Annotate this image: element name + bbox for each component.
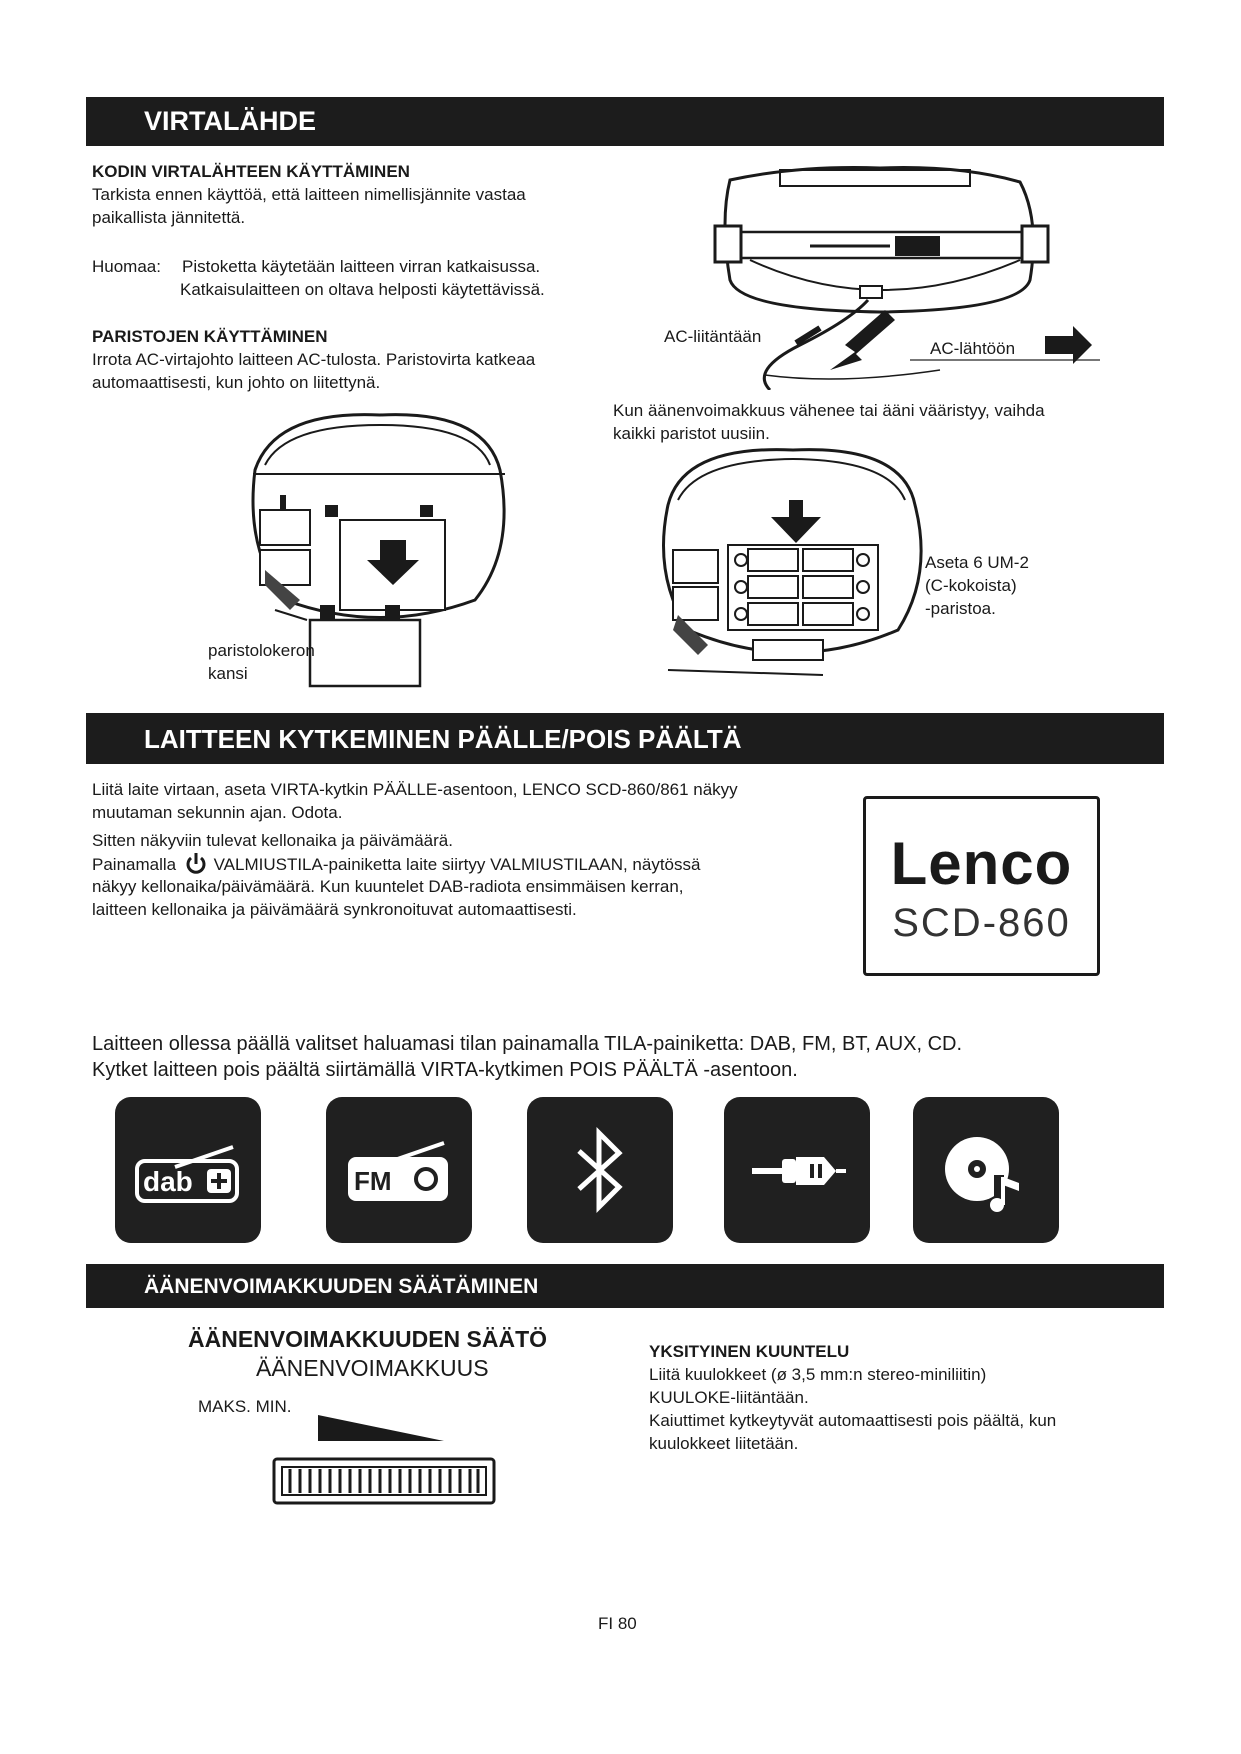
insert-label-2: (C-kokoista) — [925, 576, 1017, 595]
section-header-power-on-off — [86, 713, 1164, 764]
ac-output-label: AC-lähtöön — [930, 339, 1016, 358]
power-text-5: näkyy kellonaika/päivämäärä. Kun kuuntelet DAB-radiota ensimmäisen kerran, — [92, 877, 684, 896]
battery-text-1: Irrota AC-virtajohto laitteen AC-tulosta. Paristovirta katkeaa — [92, 350, 536, 369]
max-min-label: MAKS. MIN. — [198, 1397, 292, 1416]
mode-tile-dab — [115, 1097, 261, 1243]
private-text-1: Liitä kuulokkeet (ø 3,5 mm:n stereo-miniliitin) — [649, 1365, 987, 1384]
section-header-power — [86, 97, 1164, 146]
power-text-4 — [92, 852, 700, 876]
mode-tile-aux — [724, 1097, 870, 1243]
bluetooth-icon — [527, 1097, 673, 1243]
standby-power-icon — [183, 852, 209, 876]
note-line-2: Katkaisulaitteen on oltava helposti käytettävissä. — [180, 280, 545, 299]
section-title: LAITTEEN KYTKEMINEN PÄÄLLE/POIS PÄÄLTÄ — [144, 724, 742, 754]
ac-socket-label: AC-liitäntään — [664, 327, 762, 346]
volume-knob-icon — [272, 1457, 496, 1505]
private-text-3: Kaiuttimet kytkeytyvät automaattisesti pois päältä, kun — [649, 1411, 1057, 1430]
private-text-4: kuulokkeet liitetään. — [649, 1434, 799, 1453]
power-text-6: laitteen kellonaika ja päivämäärä synkronoituvat automaattisesti. — [92, 900, 577, 919]
dab-icon — [115, 1097, 261, 1243]
cd-music-icon — [913, 1097, 1059, 1243]
power-text-4b: VALMIUSTILA-painiketta laite siirtyy VALMIUSTILAAN, näytössä — [213, 855, 701, 874]
battery-text-2: automaattisesti, kun johto on liitettynä. — [92, 373, 381, 392]
mains-text-1: Tarkista ennen käyttöä, että laitteen nimellisjännite vastaa — [92, 185, 526, 204]
mode-tile-cd — [913, 1097, 1059, 1243]
aux-cable-icon — [724, 1097, 870, 1243]
rear-unit-ac-illustration — [640, 160, 1110, 390]
private-text-2: KUULOKE-liitäntään. — [649, 1388, 809, 1407]
cover-label-1: paristolokeron — [208, 641, 315, 660]
note-line-1: Pistoketta käytetään laitteen virran katkaisussa. — [182, 257, 541, 276]
section-title: ÄÄNENVOIMAKKUUDEN SÄÄTÄMINEN — [144, 1275, 539, 1298]
volume-control-sub: ÄÄNENVOIMAKKUUS — [256, 1355, 489, 1381]
mains-heading: KODIN VIRTALÄHTEEN KÄYTTÄMINEN — [92, 162, 410, 181]
power-text-4a: Painamalla — [92, 855, 177, 874]
mode-tile-bluetooth — [527, 1097, 673, 1243]
volume-wedge-icon — [318, 1413, 448, 1443]
mode-text-2: Kytket laitteen pois päältä siirtämällä VIRTA-kytkimen POIS PÄÄLTÄ -asentoon. — [92, 1059, 798, 1081]
cover-label-2: kansi — [208, 664, 248, 683]
replace-text-2: kaikki paristot uusiin. — [613, 424, 770, 443]
dab-label: dab — [143, 1166, 193, 1197]
private-heading: YKSITYINEN KUUNTELU — [649, 1342, 850, 1361]
fm-radio-icon — [326, 1097, 472, 1243]
page-number: FI 80 — [598, 1614, 637, 1633]
mode-text-1: Laitteen ollessa päällä valitset haluamasi tilan painamalla TILA-painiketta: DAB, FM, BT, AUX, CD. — [92, 1033, 963, 1055]
lenco-model: SCD-860 — [892, 901, 1071, 945]
fm-label: FM — [354, 1166, 392, 1196]
power-text-1: Liitä laite virtaan, aseta VIRTA-kytkin PÄÄLLE-asentoon, LENCO SCD-860/861 näkyy — [92, 780, 738, 799]
section-header-volume — [86, 1264, 1164, 1308]
mains-text-2: paikallista jännitettä. — [92, 208, 246, 227]
lenco-brand: Lenco — [890, 830, 1073, 897]
battery-insert-illustration — [653, 445, 933, 685]
section-title: VIRTALÄHDE — [144, 106, 316, 136]
insert-label-3: -paristoa. — [925, 599, 996, 618]
volume-control-heading: ÄÄNENVOIMAKKUUDEN SÄÄTÖ — [188, 1326, 548, 1352]
note-label: Huomaa: — [92, 257, 161, 276]
mode-tile-fm — [326, 1097, 472, 1243]
replace-text-1: Kun äänenvoimakkuus vähenee tai ääni vääristyy, vaihda — [613, 401, 1045, 420]
battery-heading: PARISTOJEN KÄYTTÄMINEN — [92, 327, 328, 346]
power-text-2: muutaman sekunnin ajan. Odota. — [92, 803, 343, 822]
power-text-3: Sitten näkyviin tulevat kellonaika ja päivämäärä. — [92, 831, 453, 850]
insert-label-1: Aseta 6 UM-2 — [925, 553, 1029, 572]
lenco-display-box — [863, 796, 1100, 976]
